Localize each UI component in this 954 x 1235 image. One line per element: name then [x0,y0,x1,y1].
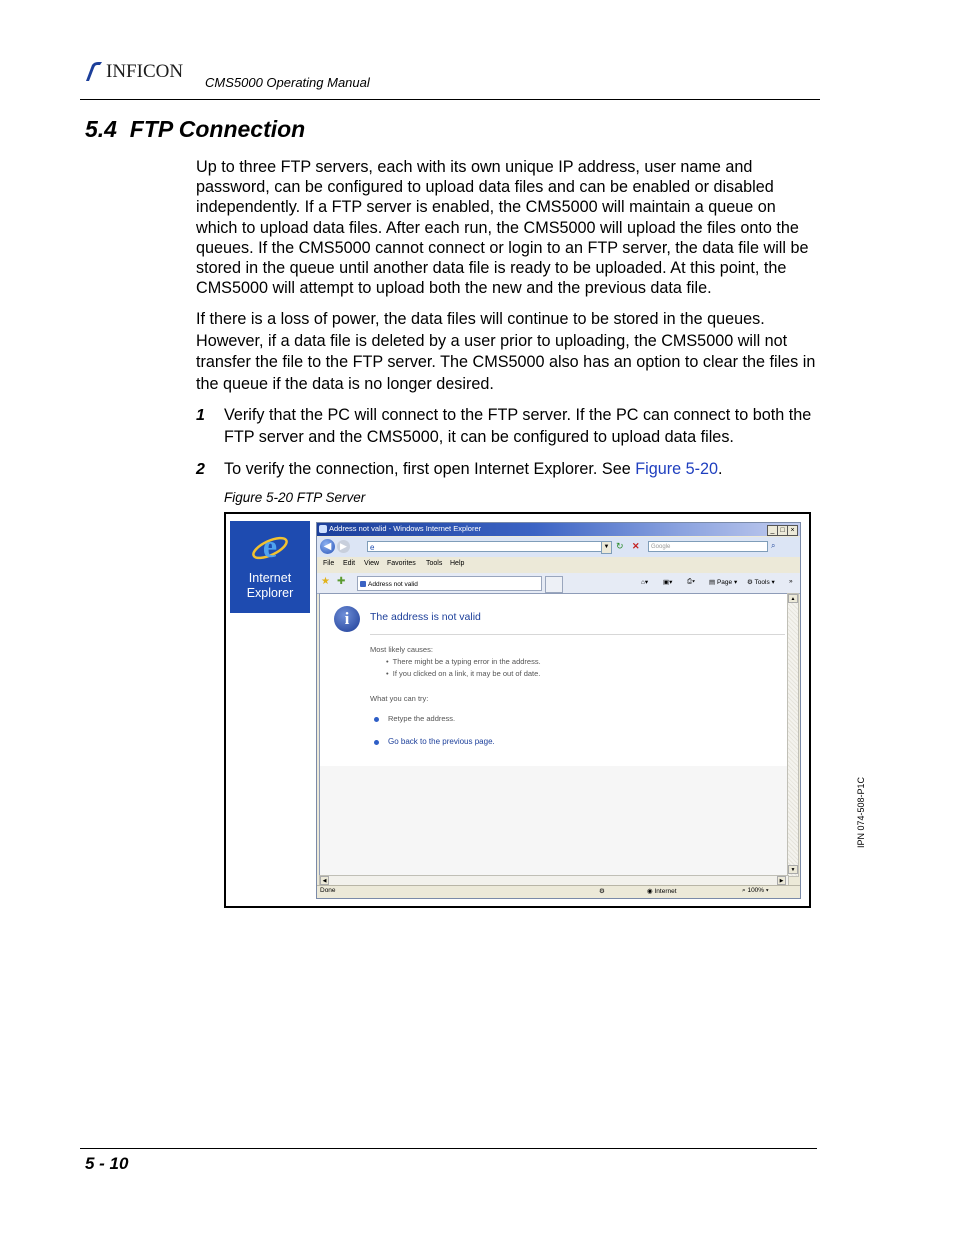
address-dropdown-icon[interactable]: ▼ [601,541,612,554]
search-input[interactable]: Google [648,541,768,552]
svg-text:e: e [262,528,278,564]
figure-link[interactable]: Figure 5-20 [635,460,718,478]
step-text: Verify that the PC will connect to the FTP server. If the PC can connect to both the FTP server and the CMS5000, it can be configured to upload data files. [224,406,812,446]
chevron-right-icon[interactable]: » [789,578,793,585]
internet-explorer-icon [250,527,290,567]
scroll-down-icon[interactable]: ▼ [788,865,798,874]
cause-item-1: • There might be a typing error in the address. [386,657,541,666]
home-icon[interactable]: ⌂▾ [641,579,649,586]
scroll-left-icon[interactable]: ◀ [320,876,329,885]
paragraph-2: If there is a loss of power, the data files will continue to be stored in the queues. However, if a data file is deleted by a user prior to uploading, the CMS5000 will not transfer the file to the FTP server. The CMS5000 also has an option to clear the files in the queue if the data is no longer desired. [196,310,816,393]
bullet-icon [374,717,379,722]
page-content [319,593,789,877]
info-icon: i [334,606,360,632]
desktop-ie-shortcut[interactable] [230,521,310,613]
window-titlebar[interactable] [317,523,800,536]
causes-heading: Most likely causes: [370,645,433,654]
menu-tools[interactable]: Tools [426,560,443,567]
menu-edit[interactable]: Edit [343,560,356,567]
side-document-number: IPN 074-508-P1C [856,776,866,848]
menu-file[interactable]: File [323,560,335,567]
inficon-logo [82,60,183,84]
section-title: FTP Connection [129,116,306,142]
search-icon[interactable]: ⌕ [771,541,776,550]
page-icon [360,581,366,587]
address-input[interactable]: e [367,541,610,552]
try-heading: What you can try: [370,694,429,703]
logo-text: INFICON [106,61,184,82]
figure-caption: Figure 5-20 FTP Server [224,490,366,505]
scroll-right-icon[interactable]: ▶ [777,876,786,885]
zone-indicator: ◉ Internet [647,888,677,895]
page-menu[interactable]: ▤ Page ▾ [709,579,738,586]
zoom-control[interactable]: ⌕ 100% ▾ [742,887,769,894]
favorites-star-icon[interactable]: ★ [321,576,330,587]
step-number: 1 [196,407,205,424]
refresh-icon[interactable]: ↻ [616,541,624,551]
back-arrow-icon[interactable]: ◀ [320,539,335,554]
add-favorite-icon[interactable]: ✚ [337,576,346,587]
menu-view[interactable]: View [364,560,380,567]
inficon-logo-icon [82,61,104,83]
ie-window [316,522,801,899]
manual-title: CMS5000 Operating Manual [205,75,370,90]
scroll-up-icon[interactable]: ▲ [788,594,798,603]
stop-icon[interactable]: ✕ [632,541,640,551]
minimize-icon[interactable]: _ [767,525,778,536]
section-heading [85,116,305,143]
menu-bar [317,558,800,570]
tab-address-not-valid[interactable]: Address not valid [357,576,542,591]
paragraph-1: Up to three FTP servers, each with its own unique IP address, user name and password, can be configured to upload data files and can be enabled or disabled independently. If a FTP server is enabled, the CMS5000 will maintain a queue on which to upload data files. After each run, the CMS5000 will upload the files onto the queues. If the CMS5000 cannot connect or login to an FTP server, the data file will be stored in the queue until another data file is ready to be uploaded. At this point, the CMS5000 will attempt to upload both the new and the previous data file. [196,158,809,298]
step-text: To verify the connection, first open Internet Explorer. See Figure 5-20. [224,460,723,478]
status-bar [317,885,800,898]
content-background-band [320,766,788,876]
window-title: Address not valid - Windows Internet Explorer [329,524,482,533]
forward-arrow-icon[interactable]: ▶ [337,540,350,553]
desktop-icon-label: Internet Explorer [246,571,294,600]
print-icon[interactable]: ⎙▾ [687,578,695,585]
tools-menu[interactable]: ⚙ Tools ▾ [747,579,775,586]
close-icon[interactable]: × [787,525,798,536]
page-number: 5 - 10 [85,1154,129,1173]
ie-small-icon [319,525,327,533]
bullet-icon [374,740,379,745]
status-text: Done [320,887,336,894]
menu-help[interactable]: Help [450,560,465,567]
footer-rule [80,1148,817,1149]
vertical-scrollbar[interactable] [787,593,799,877]
feeds-icon[interactable]: ▣▾ [663,579,673,586]
error-divider [370,634,785,635]
step-number: 2 [196,461,205,478]
new-tab-button[interactable] [545,576,563,593]
menu-favorites[interactable]: Favorites [387,560,416,567]
maximize-icon[interactable]: □ [777,525,788,536]
retype-address-hint: Retype the address. [388,714,456,723]
header-rule [80,99,820,100]
security-icon: ⚙ [599,888,605,895]
go-back-link[interactable]: Go back to the previous page. [388,737,495,746]
cause-item-2: • If you clicked on a link, it may be out of date. [386,669,541,678]
navigation-bar [317,537,800,557]
section-number: 5.4 [85,116,117,142]
tab-bar [317,573,800,594]
error-title: The address is not valid [370,611,481,623]
